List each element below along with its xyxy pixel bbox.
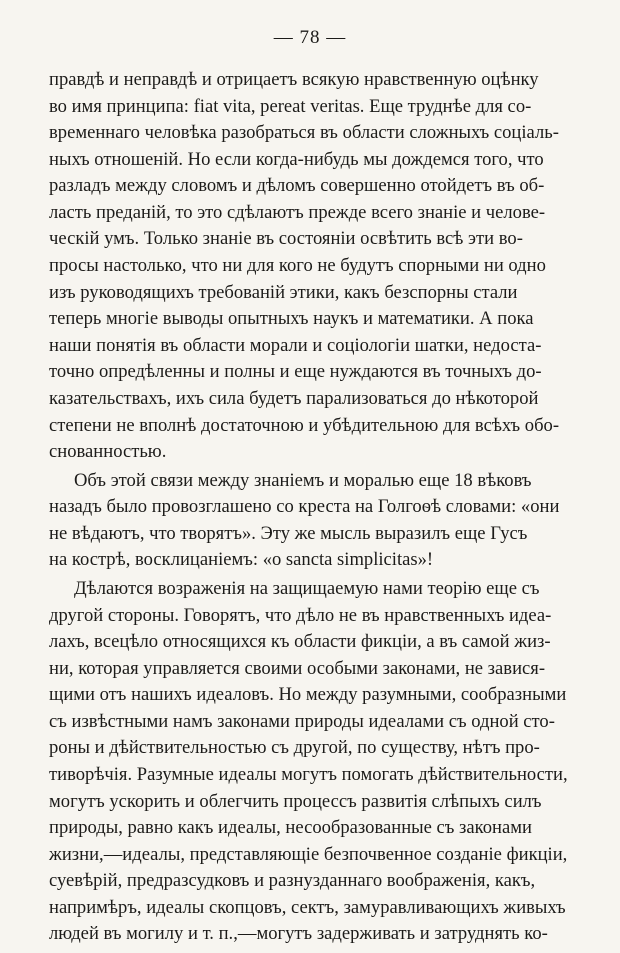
text-line: временнаго человѣка разобраться въ области сложныхъ соціаль-: [49, 122, 559, 144]
text-line: во имя принципа: fiat vita, pereat veritas. Еще труднѣе для со-: [49, 95, 532, 117]
text-line: снованностью.: [49, 441, 167, 462]
text-line: напримѣръ, идеалы скопцовъ, сектъ, замуравливающихъ живыхъ: [49, 896, 566, 918]
text-line: суевѣрій, предразсудковъ и разнузданнаго воображенія, какъ,: [49, 870, 536, 892]
text-line: ческій умъ. Только знаніе въ состояніи освѣтить всѣ эти во-: [49, 228, 523, 250]
text-line: другой стороны. Говорятъ, что дѣло не въ нравственныхъ идеа-: [49, 604, 552, 626]
text-line: щими отъ нашихъ идеаловъ. Но между разумными, сообразными: [49, 684, 567, 706]
text-line: ни, которая управляется своими особыми законами, не завися-: [49, 657, 546, 679]
text-line: людей въ могилу и т. п.,—могутъ задерживать и затруднять ко-: [49, 923, 548, 945]
text-line: правдѣ и неправдѣ и отрицаетъ всякую нравственную оцѣнку: [49, 69, 539, 90]
text-line: разладъ между словомъ и дѣломъ совершенно отойдетъ въ об-: [49, 175, 545, 197]
text-line: съ извѣстными намъ законами природы идеалами съ одной сто-: [49, 710, 555, 732]
text-line: степени не вполнѣ достаточною и убѣдительною для всѣхъ обо-: [49, 414, 560, 436]
text-line: не вѣдаютъ, что творятъ». Эту же мысль выразилъ еще Гусъ: [49, 522, 528, 544]
text-line: на кострѣ, восклицаніемъ: «o sancta simplicitas»!: [49, 549, 434, 571]
text-line: лахъ, всецѣло относящихся къ области фикціи, а въ самой жиз-: [49, 631, 551, 652]
text-line: назадъ было провозглашено со креста на Голгоѳѣ словами: «они: [49, 496, 560, 518]
text-line: просы настолько, что ни для кого не будутъ спорными ни одно: [49, 255, 546, 276]
text-line: теперь многіе выводы опытныхъ наукъ и математики. А пока: [49, 308, 534, 330]
text-line: могутъ ускорить и облегчить процессъ развитія слѣпыхъ силъ: [49, 790, 542, 812]
text-line: роны и дѣйствительностью съ другой, по существу, нѣтъ про-: [49, 737, 540, 759]
text-line: ласть преданій, то это сдѣлаютъ прежде всего знаніе и челове-: [49, 201, 546, 223]
page-number: — 78 —: [273, 27, 347, 48]
text-line: жизни,—идеалы, представляющіе безпочвенное созданіе фикціи,: [49, 843, 568, 865]
text-line: тиворѣчія. Разумные идеалы могутъ помогать дѣйствительности,: [49, 763, 568, 785]
text-line: казательствахъ, ихъ сила будетъ парализоваться до нѣкоторой: [49, 387, 539, 409]
text-line: точно опредѣленны и полны и еще нуждаются въ точныхъ до-: [49, 361, 542, 383]
text-line: ныхъ отношеній. Но если когда-нибудь мы дождемся того, что: [49, 148, 544, 170]
paragraph-first-line: Дѣлаются возраженія на защищаемую нами теорію еще съ: [74, 577, 540, 599]
text-line: наши понятія въ области морали и соціологіи шатки, недоста-: [49, 334, 542, 356]
text-line: природы, равно какъ идеалы, несообразованные съ законами: [49, 817, 532, 838]
text-line: изъ руководящихъ требованій этики, какъ безспорны стали: [49, 281, 518, 303]
paragraph-first-line: Объ этой связи между знаніемъ и моралью еще 18 вѣковъ: [74, 469, 532, 491]
